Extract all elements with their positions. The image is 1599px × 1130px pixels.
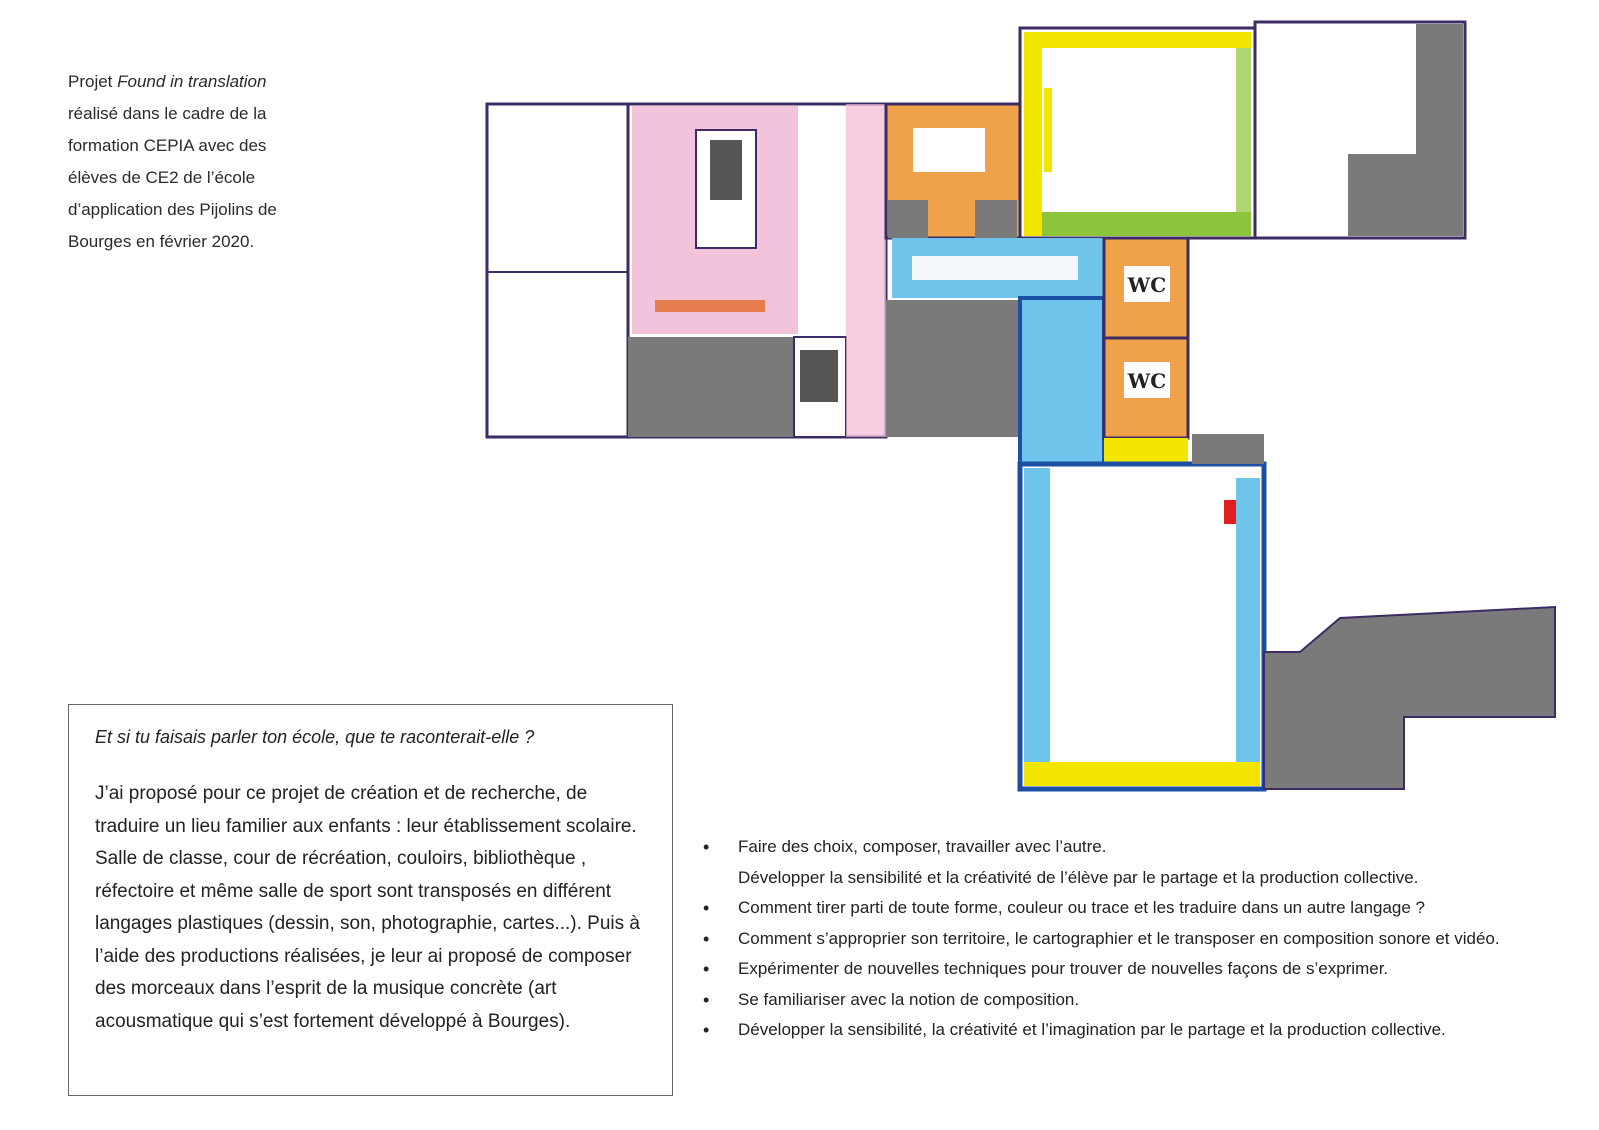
objective-subtext: Développer la sensibilité et la créativité de l’élève par le partage et la production collective. (738, 867, 1419, 887)
plan-center (886, 22, 1465, 238)
plan-orange-inner (913, 128, 985, 172)
plan-red-mark (1224, 500, 1236, 524)
plan-grey-annex (1264, 607, 1555, 789)
plan-orange-marks (655, 300, 765, 312)
quote-question: Et si tu faisais parler ton école, que te raconterait-elle ? (95, 727, 535, 747)
plan-green-band (1042, 212, 1251, 236)
wc-label-2: WC (1127, 369, 1167, 393)
objective-item (700, 893, 1550, 924)
plan-grey-block (975, 200, 1017, 238)
plan-grey-block (1192, 434, 1264, 464)
plan-stairs-steps (710, 140, 742, 200)
plan-grey-room (886, 300, 1020, 437)
plan-pink-corridor (846, 104, 886, 437)
objective-item (700, 924, 1550, 955)
plan-yellow-band (1104, 438, 1188, 464)
quote-box (68, 704, 673, 1096)
plan-grey-block (888, 200, 928, 238)
objective-text: Faire des choix, composer, travailler avec l’autre. (738, 837, 1107, 856)
objective-text: Comment s’approprier son territoire, le cartographier et le transposer en composition sonore et vidéo. (738, 928, 1500, 948)
plan-corridor-floor (912, 256, 1078, 280)
intro-text: réalisé dans le cadre de la formation CEPIA avec des élèves de CE2 de l’école d’application des Pijolins de Bourges en février 2020. (68, 104, 277, 251)
plan-yellow-line (1044, 88, 1052, 172)
plan-yellow-band (1024, 32, 1042, 236)
plan-yellow-room (1020, 28, 1255, 238)
plan-blue-band (1236, 478, 1260, 778)
plan-room-outer-left (487, 104, 628, 437)
objectives-list (700, 832, 1550, 1046)
plan-grey-room (1348, 154, 1463, 236)
objective-item (700, 1015, 1550, 1046)
plan-green-band (1236, 48, 1251, 212)
plan-grey-room (628, 337, 793, 437)
project-name: Found in translation (117, 72, 267, 91)
objective-text: Développer la sensibilité, la créativité et l’imagination par le partage et la production collective. (738, 1020, 1446, 1039)
plan-annex (1264, 607, 1555, 789)
plan-blue-band (1024, 468, 1050, 785)
objective-item (700, 954, 1550, 985)
plan-grey-room (1416, 24, 1463, 154)
objective-text: Expérimenter de nouvelles techniques pour trouver de nouvelles façons de s’exprimer. (738, 959, 1389, 978)
plan-yellow-band (1024, 762, 1260, 786)
plan-wc-block (1104, 238, 1188, 464)
wc-label-1: WC (1127, 273, 1167, 297)
objective-item (700, 985, 1550, 1016)
plan-yellow-band (1024, 32, 1251, 48)
quote-body: J’ai proposé pour ce projet de création et de recherche, de traduire un lieu familier aux enfants : leur établissement scolaire. Salle de classe, cour de récréation, couloirs, bibliothèque , réfectoire et même salle de sport sont transposés en différent langages plastiques (dessin, son, photographie, cartes...). Puis à l’aide des productions réalisées, je leur ai proposé de composer des morceaux dans l’esprit de la musique concrète (art acousmatique qui s’est fortement développé à Bourges). (95, 783, 640, 1032)
intro-prefix: Projet (68, 72, 118, 91)
plan-gym (1020, 434, 1264, 789)
objective-text: Comment tirer parti de toute forme, couleur ou trace et les traduire dans un autre langage ? (738, 898, 1425, 917)
objective-text: Se familiariser avec la notion de composition. (738, 989, 1080, 1009)
plan-stairs-2-steps (800, 350, 838, 402)
objective-item (700, 832, 1550, 893)
plan-left-wing (487, 104, 886, 437)
